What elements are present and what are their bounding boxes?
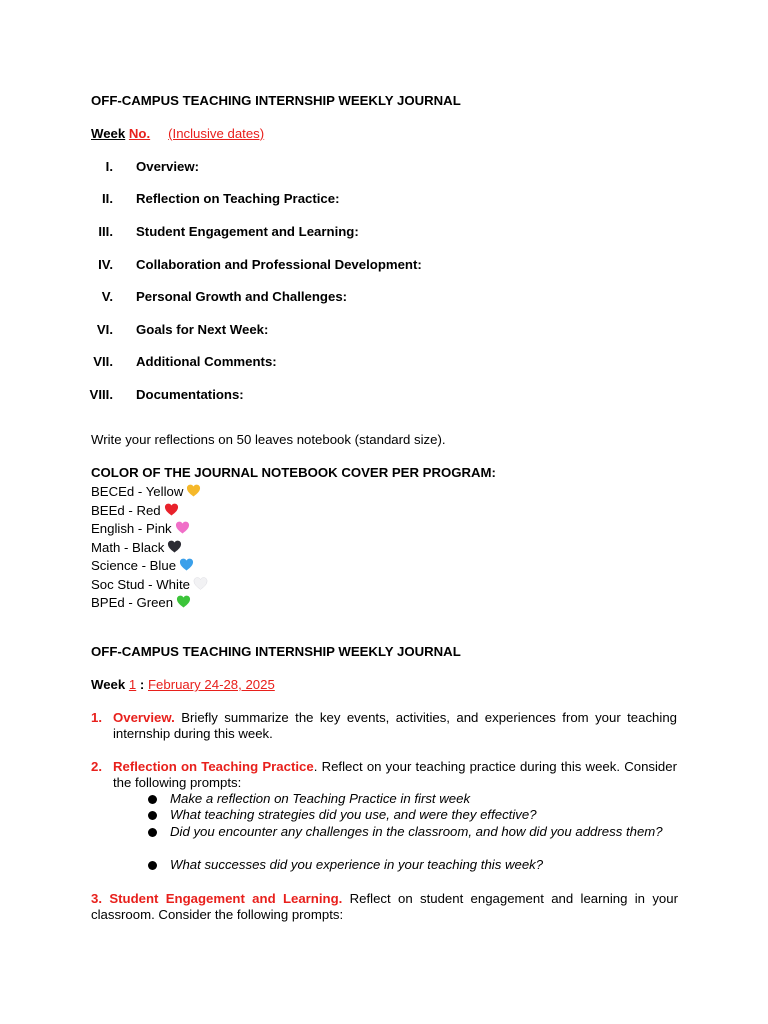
- color-item: [91, 594, 191, 610]
- section-heading: Overview.: [113, 710, 175, 725]
- color-item: [91, 520, 190, 536]
- outline-label: Documentations:: [136, 387, 244, 402]
- color-heading: COLOR OF THE JOURNAL NOTEBOOK COVER PER PROGRAM:: [91, 465, 496, 480]
- bullet-icon: [148, 795, 157, 804]
- color-item-label: BECEd - Yellow: [91, 484, 184, 499]
- outline-label: Additional Comments:: [136, 354, 277, 369]
- bullet-icon: [148, 828, 157, 837]
- outline-label: Personal Growth and Challenges:: [136, 289, 348, 304]
- outline-numeral: II.: [102, 191, 113, 206]
- color-item: [91, 502, 179, 518]
- section-text: . Reflect on your teaching practice during this week. Consider the following prompts:: [113, 759, 677, 790]
- bullet-text: What successes did you experience in your teaching this week?: [170, 857, 544, 872]
- color-item-label: BPEd - Green: [91, 595, 174, 610]
- week-number: 1: [128, 677, 137, 692]
- outline-numeral: VIII.: [89, 387, 113, 402]
- red-heart-icon: [164, 502, 179, 517]
- page-title: OFF-CAMPUS TEACHING INTERNSHIP WEEKLY JOURNAL: [91, 93, 461, 108]
- week-number: No.: [128, 126, 151, 141]
- color-item-label: Math - Black: [91, 539, 165, 555]
- section-number: 1.: [91, 710, 102, 725]
- section-heading: Student Engagement and Learning.: [109, 891, 343, 906]
- outline-numeral: I.: [105, 159, 113, 174]
- outline-label: Reflection on Teaching Practice:: [136, 191, 340, 206]
- section-text: Reflect on student engagement and learning in your classroom. Consider the following prompts:: [91, 891, 678, 922]
- bullet-icon: [148, 861, 157, 870]
- outline-numeral: IV.: [98, 257, 113, 272]
- bullet-text: Did you encounter any challenges in the classroom, and how did you address them?: [170, 824, 663, 839]
- week-colon: :: [139, 677, 145, 692]
- color-item: [91, 483, 201, 499]
- week-dates-placeholder: (Inclusive dates): [168, 126, 265, 141]
- outline-label: Collaboration and Professional Development:: [136, 257, 422, 272]
- outline-label: Overview:: [136, 159, 200, 174]
- week-line: [91, 126, 264, 141]
- color-item-label: BEEd - Red: [91, 502, 161, 518]
- black-heart-icon: [167, 539, 182, 554]
- outline-numeral: VII.: [93, 354, 113, 369]
- outline-label: Goals for Next Week:: [136, 322, 269, 337]
- journal-title: OFF-CAMPUS TEACHING INTERNSHIP WEEKLY JOURNAL: [91, 644, 461, 659]
- instruction-text: Write your reflections on 50 leaves notebook (standard size).: [91, 432, 446, 447]
- section-engagement: [91, 891, 678, 923]
- yellow-heart-icon: [186, 483, 201, 498]
- outline-numeral: VI.: [96, 322, 113, 337]
- bullet-icon: [148, 811, 157, 820]
- week-label: Week: [91, 126, 126, 141]
- outline-label: Student Engagement and Learning:: [136, 224, 359, 239]
- journal-week-line: [91, 677, 275, 692]
- white-heart-icon: [193, 576, 208, 591]
- section-overview: [113, 710, 677, 742]
- color-item: [91, 539, 182, 555]
- list-item: [148, 791, 678, 808]
- outline-numeral: V.: [101, 289, 113, 304]
- outline-numeral: III.: [98, 224, 113, 239]
- blue-heart-icon: [179, 557, 194, 572]
- color-item-label: English - Pink: [91, 521, 172, 536]
- color-item-label: Science - Blue: [91, 558, 177, 573]
- section-text: Briefly summarize the key events, activities, and experiences from your teaching internship during this week.: [113, 710, 677, 741]
- section-reflection: [113, 759, 677, 791]
- list-item: [148, 857, 678, 874]
- section-number: 2.: [91, 759, 102, 774]
- week-dates: February 24-28, 2025: [147, 677, 275, 692]
- bullet-text: Make a reflection on Teaching Practice in first week: [170, 791, 471, 806]
- color-item: [91, 576, 208, 592]
- bullet-text: What teaching strategies did you use, and were they effective?: [170, 807, 537, 822]
- week-label: Week: [91, 677, 126, 692]
- green-heart-icon: [176, 594, 191, 609]
- list-item: [148, 824, 678, 841]
- list-item: [148, 807, 678, 824]
- pink-heart-icon: [175, 520, 190, 535]
- color-item: [91, 557, 194, 573]
- section-number: 3.: [91, 891, 102, 906]
- section-heading: Reflection on Teaching Practice: [113, 759, 314, 774]
- color-item-label: Soc Stud - White: [91, 576, 190, 592]
